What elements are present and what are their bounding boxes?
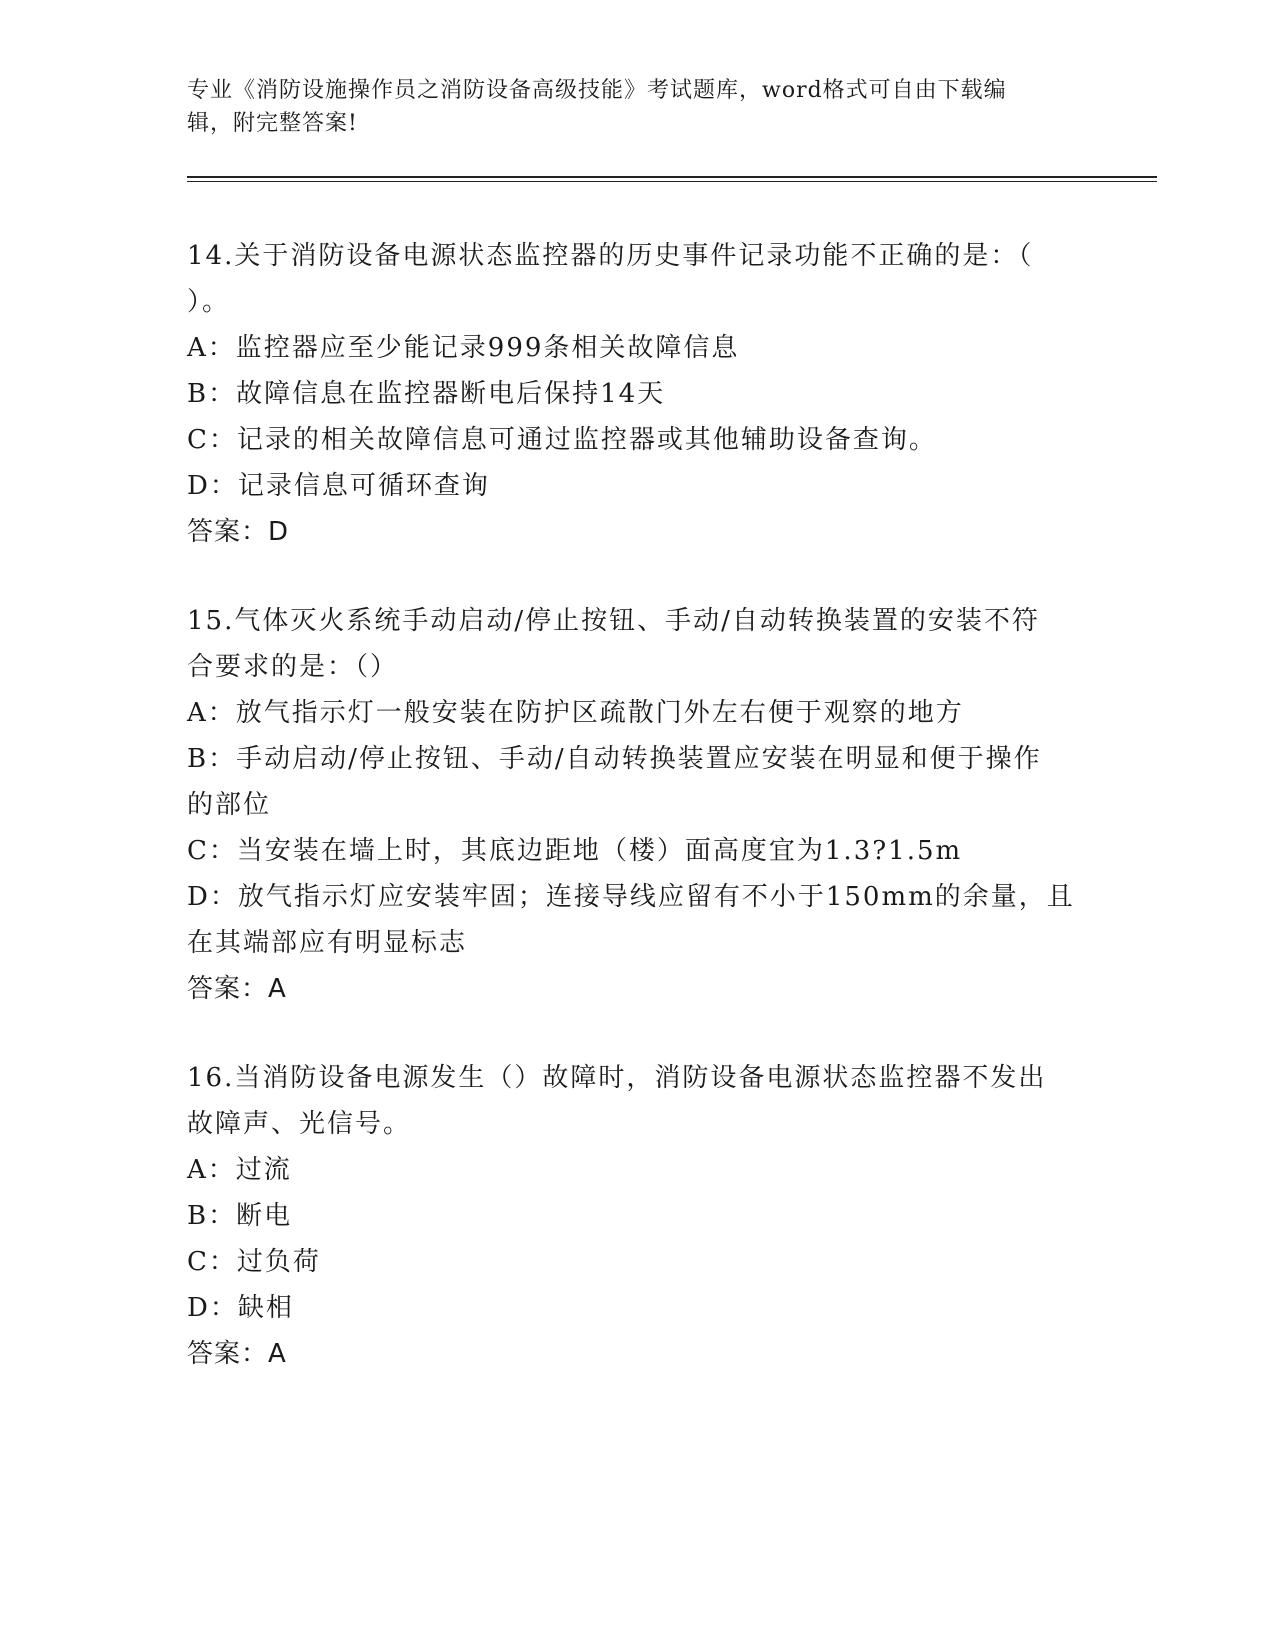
option-b: B：手动启动/停止按钮、手动/自动转换装置应安装在明显和便于操作 bbox=[187, 744, 1042, 774]
option-d-continued: 在其端部应有明显标志 bbox=[187, 928, 468, 958]
option-c: C：过负荷 bbox=[187, 1247, 321, 1277]
header-divider-thin bbox=[187, 181, 1157, 182]
question-16 bbox=[187, 1055, 1087, 1377]
question-15 bbox=[187, 598, 1087, 1012]
question-stem-line: 合要求的是：（） bbox=[187, 652, 399, 682]
question-14 bbox=[187, 233, 1087, 555]
question-stem-line: 16.当消防设备电源发生（）故障时，消防设备电源状态监控器不发出 bbox=[187, 1063, 1047, 1093]
answer-label: 答案：D bbox=[187, 517, 290, 547]
option-b-continued: 的部位 bbox=[187, 790, 272, 820]
option-c: C：当安装在墙上时，其底边距地（楼）面高度宜为1.3?1.5m bbox=[187, 836, 963, 866]
option-d: D：缺相 bbox=[187, 1293, 294, 1323]
document-header bbox=[187, 74, 1087, 140]
question-stem-line: ）。 bbox=[187, 287, 231, 317]
option-d: D：记录信息可循环查询 bbox=[187, 471, 490, 501]
answer-label: 答案：A bbox=[187, 974, 287, 1004]
option-b: B：断电 bbox=[187, 1201, 293, 1231]
question-stem-line: 14.关于消防设备电源状态监控器的历史事件记录功能不正确的是：（ bbox=[187, 241, 1034, 271]
header-line-2: 辑，附完整答案! bbox=[187, 111, 358, 136]
option-b: B：故障信息在监控器断电后保持14天 bbox=[187, 379, 666, 409]
question-stem-line: 15.气体灭火系统手动启动/停止按钮、手动/自动转换装置的安装不符 bbox=[187, 606, 1040, 636]
question-stem-line: 故障声、光信号。 bbox=[187, 1109, 412, 1139]
header-divider-thick bbox=[187, 176, 1157, 178]
option-a: A：监控器应至少能记录999条相关故障信息 bbox=[187, 333, 740, 363]
option-d: D：放气指示灯应安装牢固；连接导线应留有不小于150mm的余量，且 bbox=[187, 882, 1075, 912]
option-c: C：记录的相关故障信息可通过监控器或其他辅助设备查询。 bbox=[187, 425, 937, 455]
option-a: A：过流 bbox=[187, 1155, 292, 1185]
header-line-1: 专业《消防设施操作员之消防设备高级技能》考试题库，word格式可自由下载编 bbox=[187, 78, 1007, 103]
option-a: A：放气指示灯一般安装在防护区疏散门外左右便于观察的地方 bbox=[187, 698, 964, 728]
answer-label: 答案：A bbox=[187, 1339, 287, 1369]
